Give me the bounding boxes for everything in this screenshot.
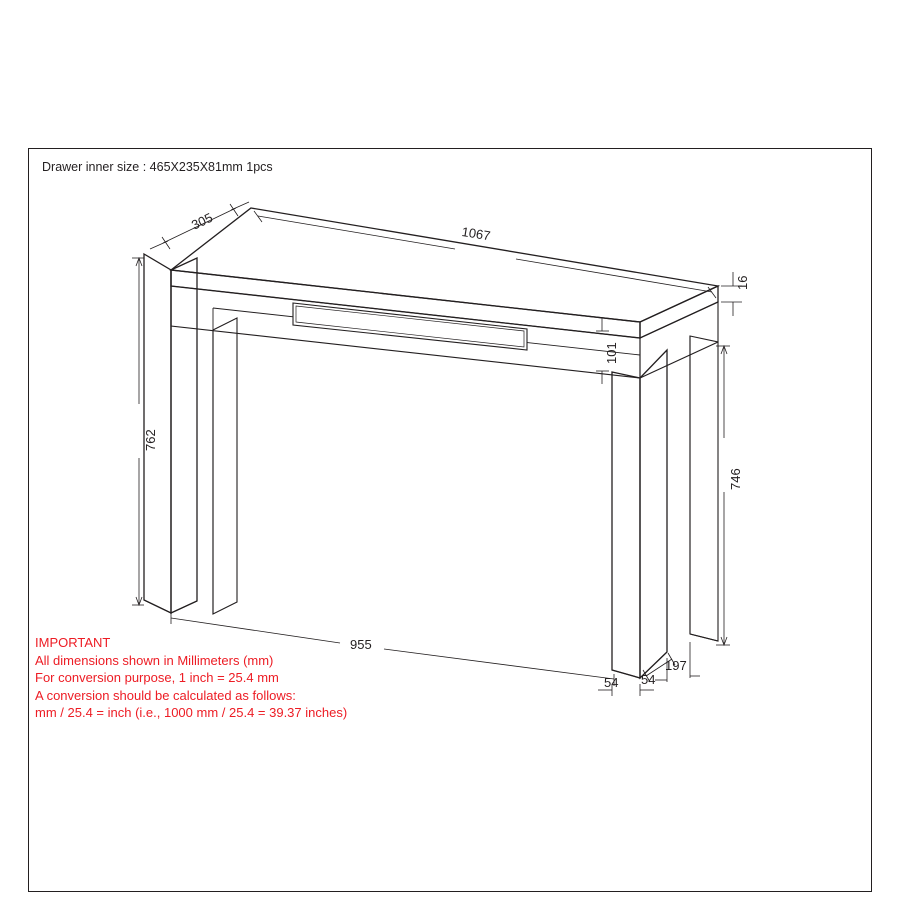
important-line-3: A conversion should be calculated as follows:: [35, 687, 296, 703]
dimension-foot-depth: 197: [665, 658, 687, 673]
dimension-top-depth: 305: [189, 209, 216, 233]
dimension-base-width: 955: [350, 637, 372, 652]
dimension-top-thickness: 16: [735, 275, 750, 290]
dimension-left-height: 762: [143, 429, 158, 451]
important-line-2: For conversion purpose, 1 inch = 25.4 mm: [35, 670, 279, 685]
dimension-apron-height: 101: [604, 342, 619, 364]
dimension-top-width: 1067: [460, 224, 492, 244]
dimension-right-height: 746: [728, 468, 743, 490]
dimension-leg-width-right: 54: [641, 672, 656, 687]
important-heading: IMPORTANT: [35, 635, 111, 650]
important-line-4: mm / 25.4 = inch (i.e., 1000 mm / 25.4 = 39.37 inches): [35, 705, 348, 720]
dimension-leg-width-left: 54: [604, 675, 619, 690]
drawer-size-note: Drawer inner size : 465X235X81mm 1pcs: [42, 160, 273, 174]
important-note-block: [35, 634, 347, 722]
important-line-1: All dimensions shown in Millimeters (mm): [35, 652, 274, 668]
